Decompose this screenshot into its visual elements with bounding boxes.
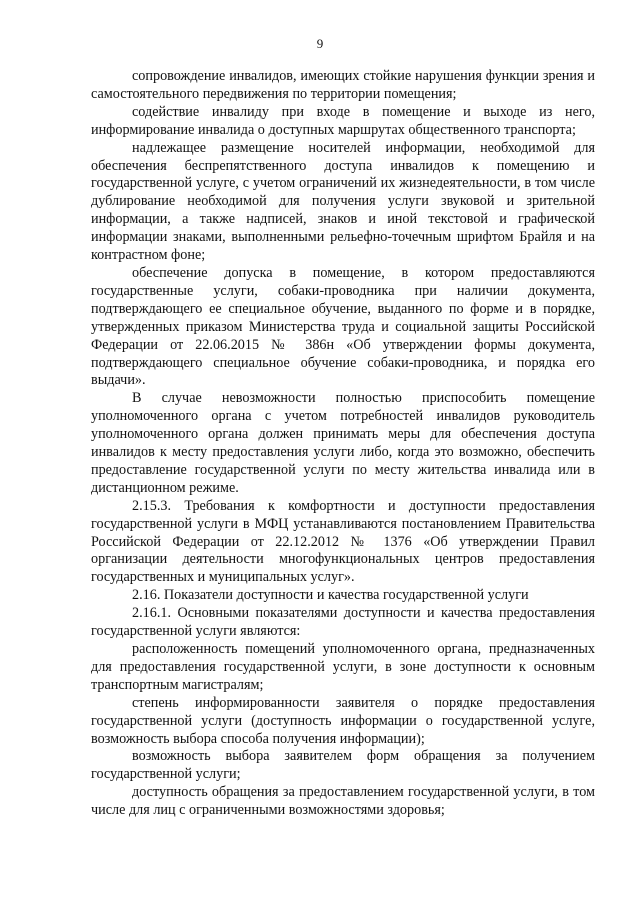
document-body [91,68,595,820]
paragraph: 2.16.1. Основными показателями доступности и качества предоставления государственной услуги являются: [91,605,595,640]
paragraph: содействие инвалиду при входе в помещение и выходе из него, информирование инвалида о доступных маршрутах общественного транспорта; [91,103,595,138]
paragraph: 2.15.3. Требования к комфортности и доступности предоставления государственной услуги в МФЦ устанавливаются постановлением Правительства Российской Федерации от 22.12.2012 № 1376 «Об утверждении Правил организации деятельности многофункциональных центров предоставления государственных и муниципальных услуг». [91,497,595,586]
paragraph: обеспечение допуска в помещение, в котором предоставляются государственные услуги, собаки-проводника при наличии документа, подтверждающего ее специальное обучение, выданного по форме и в порядке, утвержденных приказом Министерства труда и социальной защиты Российской Федерации от 22.06.2015 № 386н «Об утверждении формы документа, подтверждающего специальное обучение собаки-проводника, и порядка его выдачи». [91,264,595,389]
page-number: 9 [316,36,324,51]
paragraph: доступность обращения за предоставлением государственной услуги, в том числе для лиц с ограниченными возможностями здоровья; [91,784,595,819]
paragraph: расположенность помещений уполномоченного органа, предназначенных для предоставления государственной услуги, в зоне доступности к основным транспортным магистралям; [91,641,595,693]
paragraph: сопровождение инвалидов, имеющих стойкие нарушения функции зрения и самостоятельного передвижения по территории помещения; [91,68,595,102]
paragraph: В случае невозможности полностью приспособить помещение уполномоченного органа с учетом потребностей инвалидов руководитель уполномоченного органа должен принимать меры для обеспечения доступа инвалидов к месту предоставления услуги либо, когда это возможно, обеспечить предоставление государственной услуги по месту жительства инвалида или в дистанционном режиме. [91,390,595,496]
section-heading: 2.16. Показатели доступности и качества государственной услуги [132,587,529,604]
paragraph: степень информированности заявителя о порядке предоставления государственной услуги (доступность информации о государственной услуге, возможность выбора способа получения информации); [91,694,595,747]
paragraph: возможность выбора заявителем форм обращения за получением государственной услуги; [91,748,595,783]
paragraph: надлежащее размещение носителей информации, необходимой для обеспечения беспрепятственного доступа инвалидов к помещению и государственной услуге, с учетом ограничений их жизнедеятельности, в том числе дублирование необходимой для получения услуги звуковой и зрительной информации, а также надписей, знаков и иной текстовой и графической информации знаками, выполненными рельефно-точечным шрифтом Брайля и на контрастном фоне; [91,139,595,264]
